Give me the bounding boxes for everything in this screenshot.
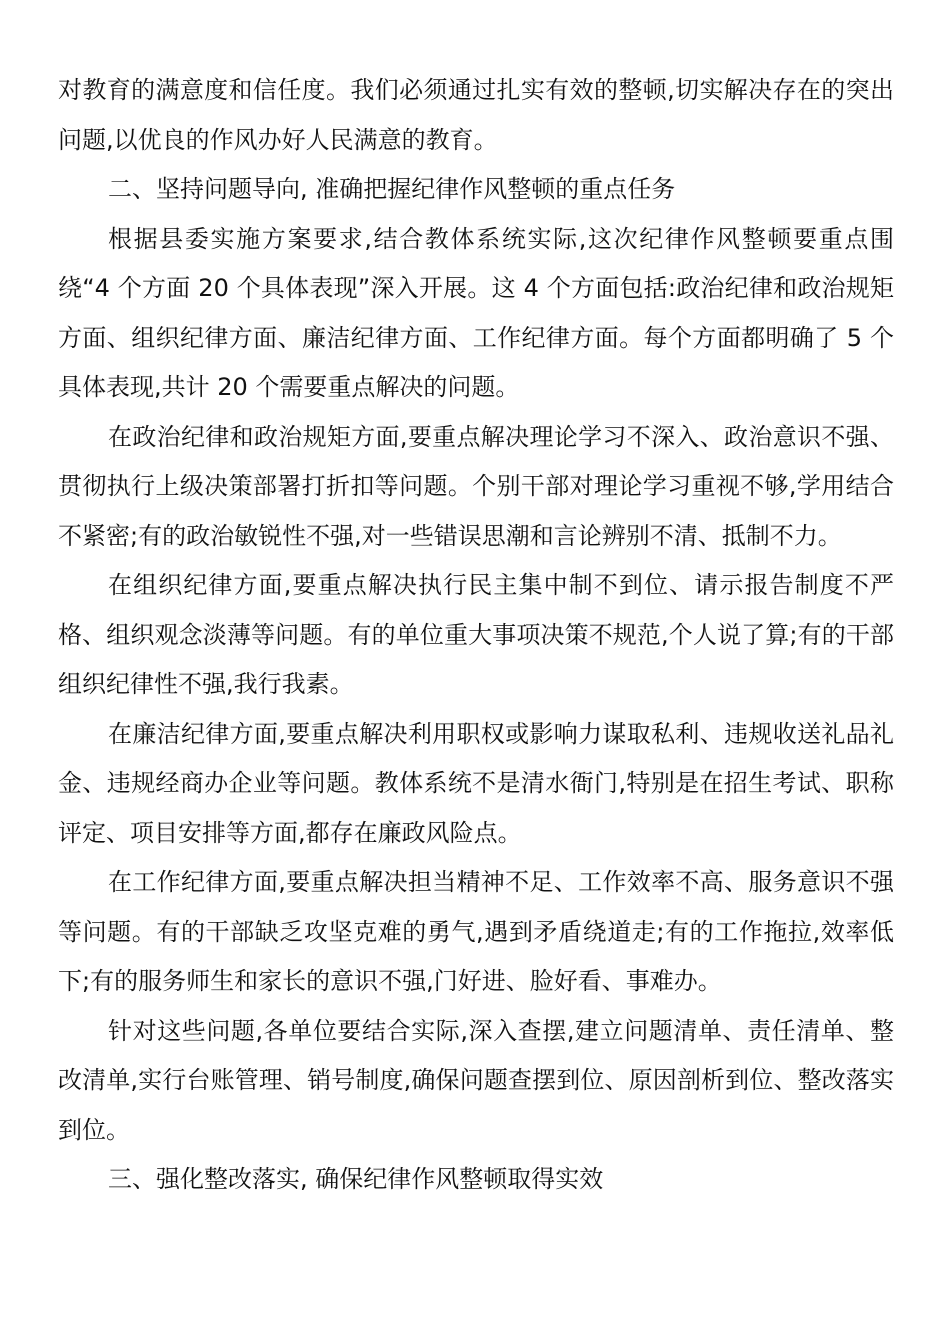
paragraph-organizational-discipline: 在组织纪律方面,要重点解决执行民主集中制不到位、请示报告制度不严格、组织观念淡薄等问题。有的单位重大事项决策不规范,个人说了算;有的干部组织纪律性不强,我行我素。 — [58, 571, 894, 698]
document-body — [58, 66, 894, 1205]
paragraph-continuation: 对教育的满意度和信任度。我们必须通过扎实有效的整顿,切实解决存在的突出问题,以优良的作风办好人民满意的教育。 — [58, 76, 894, 154]
paragraph-work-discipline: 在工作纪律方面,要重点解决担当精神不足、工作效率不高、服务意识不强等问题。有的干部缺乏攻坚克难的勇气,遇到矛盾绕道走;有的工作拖拉,效率低下;有的服务师生和家长的意识不强,门好进、脸好看、事难办。 — [58, 868, 894, 995]
paragraph-rectification-lists: 针对这些问题,各单位要结合实际,深入查摆,建立问题清单、责任清单、整改清单,实行台账管理、销号制度,确保问题查摆到位、原因剖析到位、整改落实到位。 — [58, 1016, 894, 1144]
paragraph-focus-areas: 根据县委实施方案要求,结合教体系统实际,这次纪律作风整顿要重点围绕“4 个方面 20 个具体表现”深入开展。这 4 个方面包括:政治纪律和政治规矩方面、组织纪律方面、廉洁纪律方面、工作纪律方面。每个方面都明确了 5 个具体表现,共计 20 个需要重点解决的问题。 — [58, 224, 894, 401]
section-heading-2: 二、坚持问题导向, 准确把握纪律作风整顿的重点任务 — [108, 175, 676, 203]
paragraph-political-discipline: 在政治纪律和政治规矩方面,要重点解决理论学习不深入、政治意识不强、贯彻执行上级决策部署打折扣等问题。个别干部对理论学习重视不够,学用结合不紧密;有的政治敏锐性不强,对一些错误思潮和言论辨别不清、抵制不力。 — [58, 422, 894, 550]
section-heading-3: 三、强化整改落实, 确保纪律作风整顿取得实效 — [108, 1165, 604, 1193]
paragraph-integrity-discipline: 在廉洁纪律方面,要重点解决利用职权或影响力谋取私利、违规收送礼品礼金、违规经商办企业等问题。教体系统不是清水衙门,特别是在招生考试、职称评定、项目安排等方面,都存在廉政风险点。 — [58, 719, 894, 847]
